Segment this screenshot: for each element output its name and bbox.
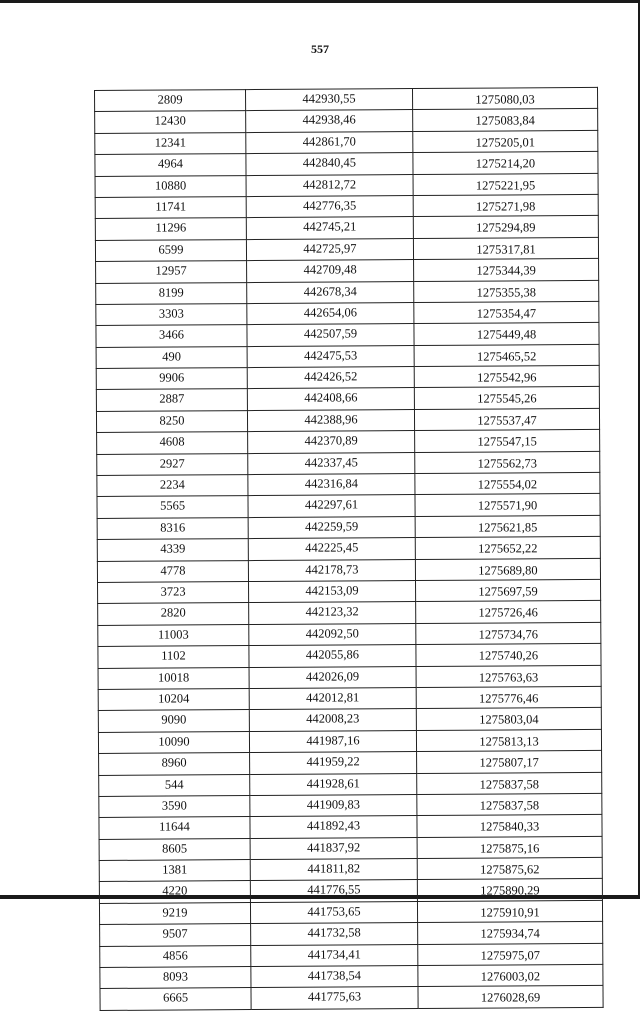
table-row xyxy=(96,365,599,389)
y-coordinate-cell: 1275776,46 xyxy=(416,686,601,709)
table-row xyxy=(100,986,603,1010)
x-coordinate-cell: 442776,35 xyxy=(246,196,413,218)
table-row xyxy=(96,408,599,432)
y-coordinate-cell: 1275910,91 xyxy=(417,900,602,923)
x-coordinate-cell: 442709,48 xyxy=(247,260,414,282)
point-number-cell: 1102 xyxy=(98,646,249,668)
x-coordinate-cell: 441892,43 xyxy=(250,816,417,838)
table-row xyxy=(99,815,602,839)
x-coordinate-cell: 442388,96 xyxy=(247,409,414,431)
table-row xyxy=(100,943,603,967)
table-row xyxy=(96,344,599,368)
scan-border-top xyxy=(0,0,640,3)
x-coordinate-cell: 442225,45 xyxy=(248,538,415,560)
point-number-cell: 11741 xyxy=(95,197,246,219)
x-coordinate-cell: 441987,16 xyxy=(249,730,416,752)
point-number-cell: 544 xyxy=(99,774,250,796)
point-number-cell: 12341 xyxy=(95,132,246,154)
table-row xyxy=(100,964,603,988)
point-number-cell: 11644 xyxy=(99,817,250,839)
x-coordinate-cell: 442316,84 xyxy=(248,474,415,496)
x-coordinate-cell: 441959,22 xyxy=(250,752,417,774)
x-coordinate-cell: 442745,21 xyxy=(246,217,413,239)
point-number-cell: 2809 xyxy=(95,90,246,112)
x-coordinate-cell: 441734,41 xyxy=(251,944,418,966)
x-coordinate-cell: 442259,59 xyxy=(248,516,415,538)
x-coordinate-cell: 442092,50 xyxy=(249,623,416,645)
y-coordinate-cell: 1275740,26 xyxy=(416,644,601,667)
y-coordinate-cell: 1275652,22 xyxy=(415,537,600,560)
y-coordinate-cell: 1275083,84 xyxy=(413,109,598,132)
y-coordinate-cell: 1275449,48 xyxy=(414,323,599,346)
x-coordinate-cell: 442475,53 xyxy=(247,345,414,367)
x-coordinate-cell: 442153,09 xyxy=(249,581,416,603)
point-number-cell: 12957 xyxy=(96,261,247,283)
table-row xyxy=(98,665,601,689)
table-row xyxy=(98,729,601,753)
point-number-cell: 4608 xyxy=(97,432,248,454)
point-number-cell: 11296 xyxy=(95,218,246,240)
x-coordinate-cell: 442123,32 xyxy=(249,602,416,624)
x-coordinate-cell: 442008,23 xyxy=(249,709,416,731)
y-coordinate-cell: 1275837,58 xyxy=(417,793,602,816)
y-coordinate-cell: 1275734,76 xyxy=(416,622,601,645)
point-number-cell: 2234 xyxy=(97,475,248,497)
x-coordinate-cell: 442408,66 xyxy=(247,388,414,410)
table-row xyxy=(95,173,598,197)
x-coordinate-cell: 442725,97 xyxy=(246,238,413,260)
table-row xyxy=(95,194,598,218)
point-number-cell: 2820 xyxy=(98,603,249,625)
point-number-cell: 9906 xyxy=(96,368,247,390)
table-row xyxy=(99,900,602,924)
y-coordinate-cell: 1275875,16 xyxy=(417,836,602,859)
table-row xyxy=(97,494,600,518)
point-number-cell: 4856 xyxy=(100,945,251,967)
y-coordinate-cell: 1275547,15 xyxy=(415,430,600,453)
point-number-cell: 10880 xyxy=(95,175,246,197)
point-number-cell: 8316 xyxy=(97,517,248,539)
y-coordinate-cell: 1275537,47 xyxy=(414,408,599,431)
y-coordinate-cell: 1275697,59 xyxy=(416,579,601,602)
table-row xyxy=(99,751,602,775)
table-row xyxy=(99,879,602,903)
x-coordinate-cell: 442930,55 xyxy=(246,89,413,111)
point-number-cell: 11003 xyxy=(98,624,249,646)
y-coordinate-cell: 1275562,73 xyxy=(415,451,600,474)
point-number-cell: 10090 xyxy=(98,731,249,753)
table-row xyxy=(98,579,601,603)
y-coordinate-cell: 1275542,96 xyxy=(414,365,599,388)
y-coordinate-cell: 1276003,02 xyxy=(418,964,603,987)
y-coordinate-cell: 1275813,13 xyxy=(416,729,601,752)
table-row xyxy=(97,537,600,561)
point-number-cell: 4964 xyxy=(95,154,246,176)
table-row xyxy=(95,87,598,111)
y-coordinate-cell: 1275840,33 xyxy=(417,815,602,838)
table-row xyxy=(96,259,599,283)
y-coordinate-cell: 1275934,74 xyxy=(418,922,603,945)
point-number-cell: 10018 xyxy=(98,667,249,689)
x-coordinate-cell: 441775,63 xyxy=(251,987,418,1009)
table-row xyxy=(97,472,600,496)
table-row xyxy=(98,708,601,732)
table-row xyxy=(96,387,599,411)
table-row xyxy=(99,857,602,881)
table-row xyxy=(96,301,599,325)
x-coordinate-cell: 442840,45 xyxy=(246,153,413,175)
y-coordinate-cell: 1275344,39 xyxy=(414,259,599,282)
table-row xyxy=(95,237,598,261)
table-row xyxy=(95,152,598,176)
x-coordinate-cell: 441776,55 xyxy=(250,880,417,902)
y-coordinate-cell: 1275080,03 xyxy=(412,87,597,110)
y-coordinate-cell: 1275621,85 xyxy=(415,515,600,538)
point-number-cell: 8199 xyxy=(96,282,247,304)
y-coordinate-cell: 1275837,58 xyxy=(417,772,602,795)
x-coordinate-cell: 442938,46 xyxy=(246,110,413,132)
x-coordinate-cell: 442426,52 xyxy=(247,367,414,389)
point-number-cell: 8250 xyxy=(96,410,247,432)
y-coordinate-cell: 1275554,02 xyxy=(415,472,600,495)
y-coordinate-cell: 1275317,81 xyxy=(413,237,598,260)
point-number-cell: 9507 xyxy=(100,924,251,946)
x-coordinate-cell: 442337,45 xyxy=(248,452,415,474)
y-coordinate-cell: 1275545,26 xyxy=(414,387,599,410)
x-coordinate-cell: 441738,54 xyxy=(251,966,418,988)
table-row xyxy=(97,430,600,454)
point-number-cell: 4778 xyxy=(97,560,248,582)
point-number-cell: 490 xyxy=(96,346,247,368)
table-row xyxy=(100,922,603,946)
y-coordinate-cell: 1275807,17 xyxy=(417,751,602,774)
coordinates-table xyxy=(94,87,604,1011)
y-coordinate-cell: 1275221,95 xyxy=(413,173,598,196)
x-coordinate-cell: 442654,06 xyxy=(247,302,414,324)
y-coordinate-cell: 1275975,07 xyxy=(418,943,603,966)
x-coordinate-cell: 441732,58 xyxy=(251,923,418,945)
y-coordinate-cell: 1275763,63 xyxy=(416,665,601,688)
x-coordinate-cell: 441811,82 xyxy=(250,859,417,881)
y-coordinate-cell: 1275355,38 xyxy=(414,280,599,303)
y-coordinate-cell: 1275205,01 xyxy=(413,130,598,153)
point-number-cell: 3723 xyxy=(98,582,249,604)
table-row xyxy=(98,686,601,710)
point-number-cell: 4339 xyxy=(97,539,248,561)
point-number-cell: 9090 xyxy=(98,710,249,732)
point-number-cell: 1381 xyxy=(99,860,250,882)
point-number-cell: 3303 xyxy=(96,303,247,325)
table-row xyxy=(95,130,598,154)
x-coordinate-cell: 442178,73 xyxy=(248,559,415,581)
table-row xyxy=(98,644,601,668)
x-coordinate-cell: 441753,65 xyxy=(250,901,417,923)
point-number-cell: 2927 xyxy=(97,453,248,475)
coordinates-table-body xyxy=(95,87,604,1010)
point-number-cell: 3590 xyxy=(99,795,250,817)
x-coordinate-cell: 441837,92 xyxy=(250,837,417,859)
table-row xyxy=(96,280,599,304)
x-coordinate-cell: 442678,34 xyxy=(247,281,414,303)
table-row xyxy=(98,601,601,625)
x-coordinate-cell: 441928,61 xyxy=(250,773,417,795)
y-coordinate-cell: 1275875,62 xyxy=(417,857,602,880)
point-number-cell: 8960 xyxy=(99,753,250,775)
x-coordinate-cell: 442012,81 xyxy=(249,687,416,709)
point-number-cell: 8605 xyxy=(99,838,250,860)
x-coordinate-cell: 442507,59 xyxy=(247,324,414,346)
table-row xyxy=(97,515,600,539)
x-coordinate-cell: 442026,09 xyxy=(249,666,416,688)
point-number-cell: 12430 xyxy=(95,111,246,133)
y-coordinate-cell: 1275803,04 xyxy=(416,708,601,731)
y-coordinate-cell: 1275214,20 xyxy=(413,152,598,175)
x-coordinate-cell: 442861,70 xyxy=(246,131,413,153)
x-coordinate-cell: 441909,83 xyxy=(250,794,417,816)
x-coordinate-cell: 442812,72 xyxy=(246,174,413,196)
point-number-cell: 10204 xyxy=(98,689,249,711)
y-coordinate-cell: 1275294,89 xyxy=(413,216,598,239)
table-row xyxy=(99,793,602,817)
point-number-cell: 4220 xyxy=(99,881,250,903)
point-number-cell: 9219 xyxy=(99,902,250,924)
x-coordinate-cell: 442055,86 xyxy=(249,645,416,667)
point-number-cell: 6665 xyxy=(100,988,251,1010)
x-coordinate-cell: 442297,61 xyxy=(248,495,415,517)
point-number-cell: 2887 xyxy=(96,389,247,411)
table-row xyxy=(96,323,599,347)
page-number: 557 xyxy=(311,42,329,56)
y-coordinate-cell: 1275571,90 xyxy=(415,494,600,517)
y-coordinate-cell: 1275271,98 xyxy=(413,194,598,217)
table-row xyxy=(95,109,598,133)
table-row xyxy=(97,451,600,475)
table-row xyxy=(99,772,602,796)
table-row xyxy=(99,836,602,860)
y-coordinate-cell: 1275726,46 xyxy=(416,601,601,624)
x-coordinate-cell: 442370,89 xyxy=(248,431,415,453)
point-number-cell: 5565 xyxy=(97,496,248,518)
point-number-cell: 8093 xyxy=(100,967,251,989)
y-coordinate-cell: 1275689,80 xyxy=(415,558,600,581)
table-row xyxy=(98,622,601,646)
y-coordinate-cell: 1275890,29 xyxy=(417,879,602,902)
y-coordinate-cell: 1276028,69 xyxy=(418,986,603,1009)
table-row xyxy=(95,216,598,240)
y-coordinate-cell: 1275465,52 xyxy=(414,344,599,367)
y-coordinate-cell: 1275354,47 xyxy=(414,301,599,324)
table-row xyxy=(97,558,600,582)
point-number-cell: 6599 xyxy=(95,239,246,261)
point-number-cell: 3466 xyxy=(96,325,247,347)
